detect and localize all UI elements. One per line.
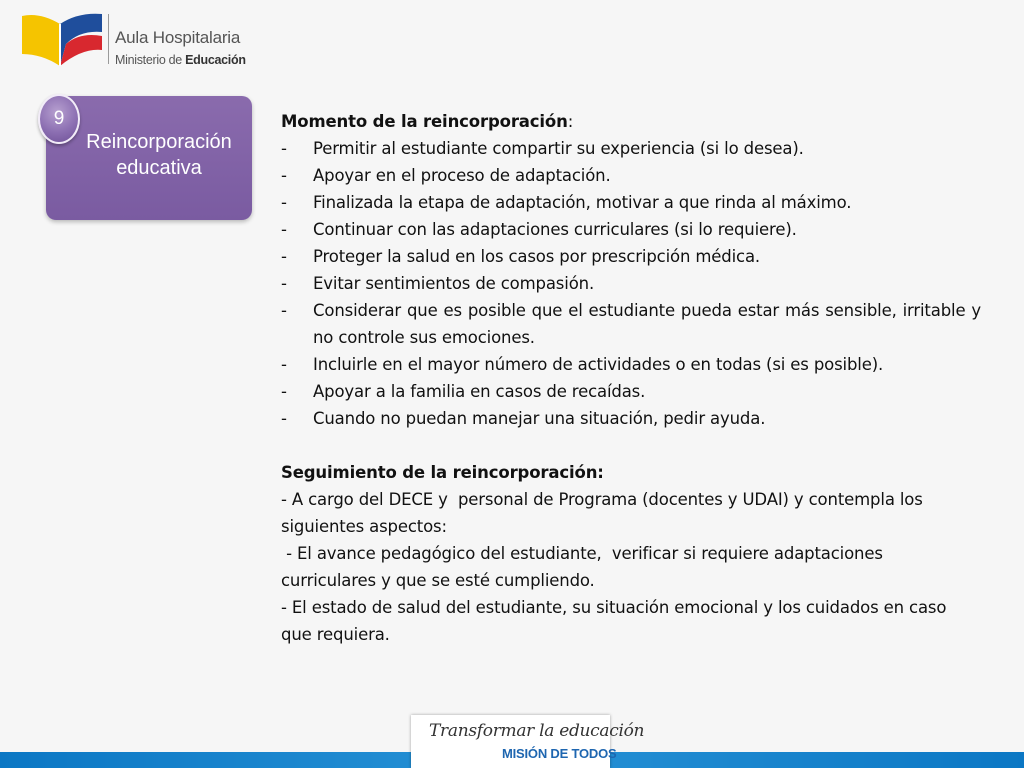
list-dash: - bbox=[281, 355, 287, 374]
step-title-line2: educativa bbox=[116, 157, 202, 179]
followup-paragraph: - El avance pedagógico del estudiante, verificar si requiere adaptaciones curriculares y que se esté cumpliendo. bbox=[281, 544, 888, 590]
ministry-logo bbox=[20, 10, 246, 70]
list-item bbox=[281, 189, 981, 216]
list-item-text: Considerar que es posible que el estudiante pueda estar más sensible, irritable y no controle sus emociones. bbox=[313, 301, 981, 347]
list-item bbox=[281, 162, 981, 189]
list-item bbox=[281, 270, 981, 297]
list-item bbox=[281, 135, 981, 162]
step-card-title bbox=[46, 129, 272, 181]
list-item-text: Proteger la salud en los casos por prescripción médica. bbox=[313, 247, 761, 266]
list-dash: - bbox=[281, 382, 287, 401]
logo-subtitle bbox=[115, 53, 246, 67]
list-item bbox=[281, 378, 981, 405]
list-item bbox=[281, 243, 981, 270]
list-item bbox=[281, 216, 981, 243]
step-title-line1: Reincorporación bbox=[86, 131, 232, 153]
section-heading-followup: Seguimiento de la reincorporación: bbox=[281, 463, 604, 482]
logo-title: Aula Hospitalaria bbox=[115, 28, 241, 47]
section1-heading-colon: : bbox=[567, 112, 574, 131]
list-item-text: Apoyar en el proceso de adaptación. bbox=[313, 166, 611, 185]
list-dash: - bbox=[281, 193, 287, 212]
list-dash: - bbox=[281, 166, 287, 185]
list-item bbox=[281, 405, 981, 432]
list-item-text: Continuar con las adaptaciones curriculares (si lo requiere). bbox=[313, 220, 797, 239]
list-dash: - bbox=[281, 139, 287, 158]
list-dash: - bbox=[281, 301, 287, 320]
list-item-text: Finalizada la etapa de adaptación, motivar a que rinda al máximo. bbox=[313, 193, 852, 212]
reincorporation-list bbox=[281, 135, 981, 432]
list-dash: - bbox=[281, 409, 287, 428]
list-item-text: Evitar sentimientos de compasión. bbox=[313, 274, 595, 293]
list-item-text: Permitir al estudiante compartir su experiencia (si lo desea). bbox=[313, 139, 804, 158]
list-dash: - bbox=[281, 247, 287, 266]
section-heading-reincorporation bbox=[281, 108, 981, 135]
flag-emblem-icon bbox=[20, 10, 106, 66]
footer-mission: MISIÓN DE TODOS bbox=[502, 746, 617, 761]
footer-slogan-badge bbox=[411, 715, 645, 768]
list-item bbox=[281, 351, 981, 378]
list-item-text: Apoyar a la familia en casos de recaídas. bbox=[313, 382, 646, 401]
list-dash: - bbox=[281, 220, 287, 239]
section1-heading-text: Momento de la reincorporación bbox=[281, 112, 568, 131]
main-content bbox=[281, 108, 981, 648]
list-dash: - bbox=[281, 274, 287, 293]
step-number-badge: 9 bbox=[38, 94, 80, 144]
followup-paragraph: - El estado de salud del estudiante, su situación emocional y los cuidados en caso que requiera. bbox=[281, 598, 952, 644]
followup-paragraph: - A cargo del DECE y personal de Programa (docentes y UDAI) y contempla los siguientes aspectos: bbox=[281, 490, 928, 536]
footer-slogan: Transformar la educación bbox=[429, 721, 645, 741]
list-item-text: Incluirle en el mayor número de actividades o en todas (si es posible). bbox=[313, 355, 884, 374]
spacer bbox=[281, 432, 981, 459]
logo-subtitle-bold: Educación bbox=[185, 53, 246, 67]
followup-paragraphs bbox=[281, 486, 981, 648]
list-item bbox=[281, 297, 981, 351]
logo-subtitle-prefix: Ministerio de bbox=[115, 53, 186, 67]
list-item-text: Cuando no puedan manejar una situación, pedir ayuda. bbox=[313, 409, 766, 428]
logo-divider bbox=[108, 14, 109, 64]
